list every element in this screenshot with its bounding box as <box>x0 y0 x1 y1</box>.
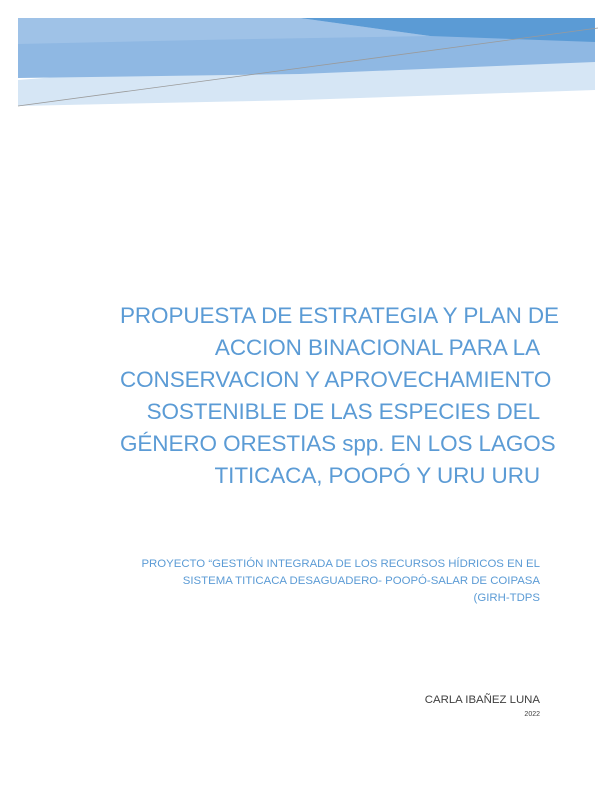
title-line: PROPUESTA DE ESTRATEGIA Y PLAN DE <box>120 303 559 328</box>
title-line: SOSTENIBLE DE LAS ESPECIES DEL <box>146 399 540 424</box>
title-line: TITICACA, POOPÓ Y URU URU <box>214 463 540 488</box>
publication-year: 2022 <box>524 711 540 718</box>
title-line: CONSERVACION Y APROVECHAMIENTO <box>120 367 552 392</box>
subtitle-line: (GIRH-TDPS <box>473 592 540 604</box>
document-subtitle <box>100 556 540 607</box>
title-line: GÉNERO ORESTIAS spp. EN LOS LAGOS <box>120 431 556 456</box>
author-name: CARLA IBAÑEZ LUNA <box>424 694 540 706</box>
subtitle-line: PROYECTO “GESTIÓN INTEGRADA DE LOS RECURSOS HÍDRICOS EN EL <box>141 558 540 570</box>
title-line: ACCION BINACIONAL PARA LA <box>214 335 540 360</box>
subtitle-line: SISTEMA TITICACA DESAGUADERO- POOPÓ-SALAR DE COIPASA <box>182 575 540 587</box>
document-title <box>120 300 559 492</box>
header-decoration <box>0 0 612 120</box>
